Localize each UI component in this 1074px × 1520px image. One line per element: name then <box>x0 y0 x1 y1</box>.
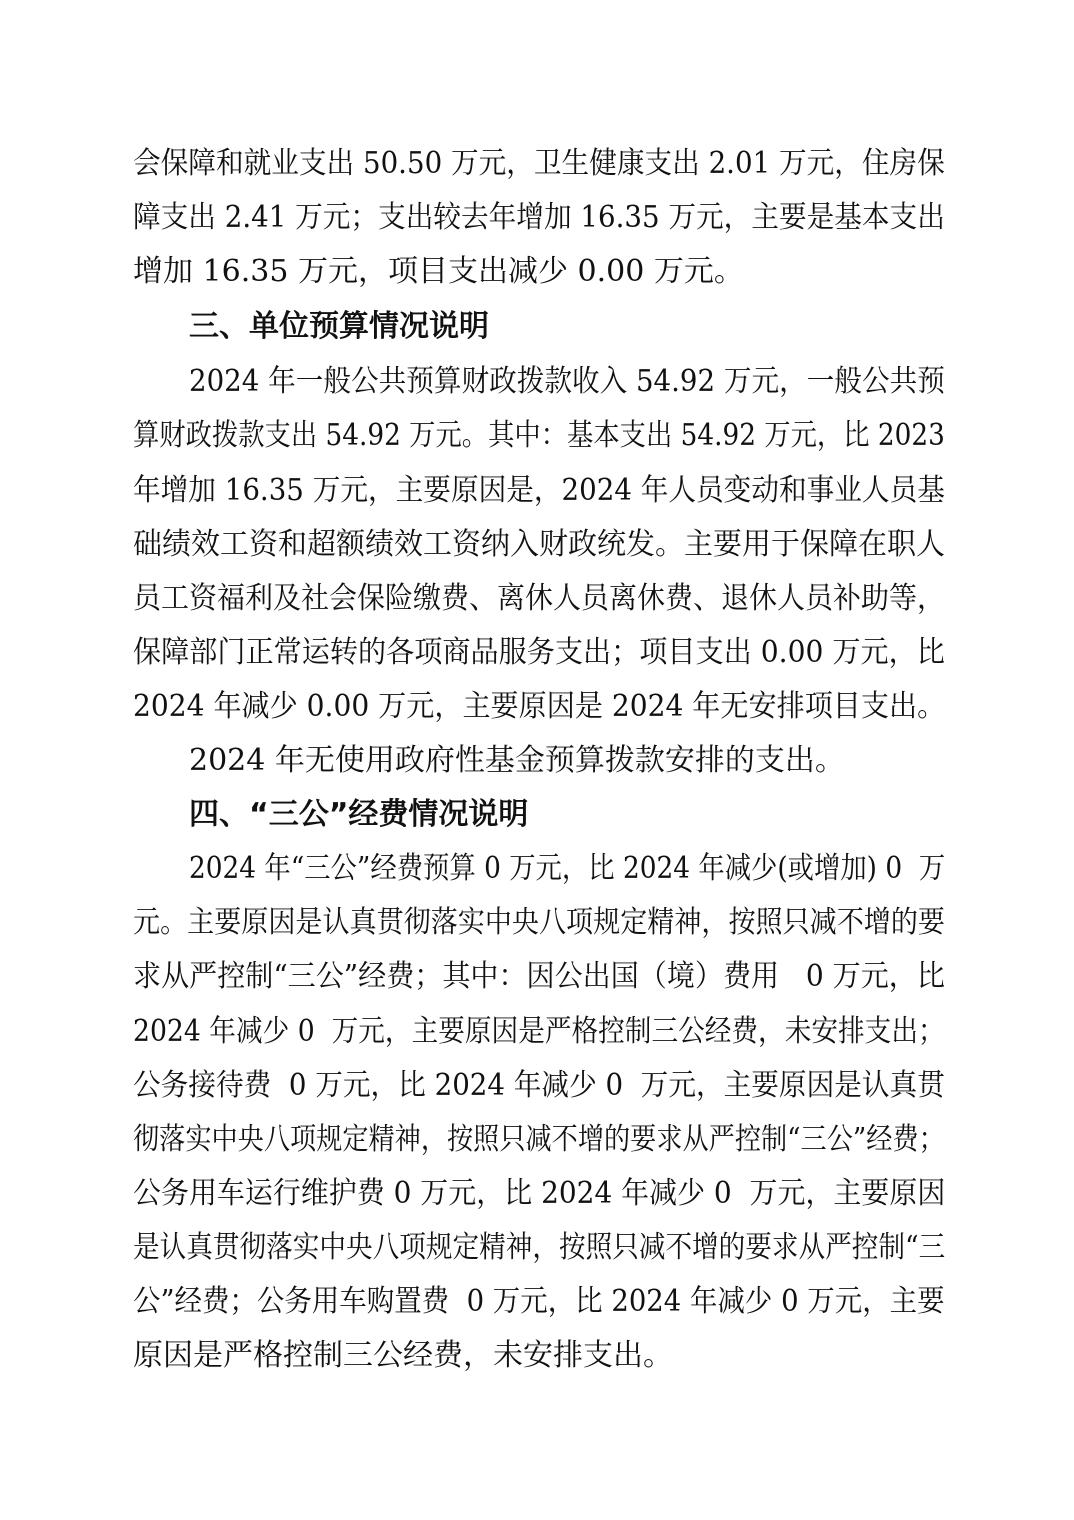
body-line: 公务接待费 0 万元，比 2024 年减少 0 万元，主要原因是认真贯 <box>133 1068 945 1103</box>
body-line: 彻落实中央八项规定精神，按照只减不增的要求从严控制“三公”经费； <box>133 1122 945 1157</box>
body-line: 求从严控制“三公”经费；其中：因公出国（境）费用 0 万元，比 <box>133 959 945 994</box>
section-heading-3: 三、单位预算情况说明 <box>189 309 489 344</box>
body-line: 保障部门正常运转的各项商品服务支出；项目支出 0.00 万元，比 <box>133 635 945 670</box>
body-line: 2024 年一般公共预算财政拨款收入 54.92 万元，一般公共预 <box>189 364 945 399</box>
body-line: 元。主要原因是认真贯彻落实中央八项规定精神，按照只减不增的要 <box>133 905 945 940</box>
body-line: 2024 年无使用政府性基金预算拨款安排的支出。 <box>189 743 845 778</box>
section-heading-4: 四、“三公”经费情况说明 <box>189 797 529 832</box>
body-line: 础绩效工资和超额绩效工资纳入财政统发。主要用于保障在职人 <box>133 527 946 562</box>
body-line: 年增加 16.35 万元，主要原因是，2024 年人员变动和事业人员基 <box>133 473 945 508</box>
body-line: 公务用车运行维护费 0 万元，比 2024 年减少 0 万元，主要原因 <box>133 1176 946 1211</box>
body-line: 会保障和就业支出 50.50 万元，卫生健康支出 2.01 万元，住房保 <box>133 146 945 181</box>
body-line: 2024 年“三公”经费预算 0 万元，比 2024 年减少(或增加) 0 万 <box>189 851 946 886</box>
body-line: 2024 年减少 0 万元，主要原因是严格控制三公经费，未安排支出； <box>133 1014 945 1049</box>
body-line: 是认真贯彻落实中央八项规定精神，按照只减不增的要求从严控制“三 <box>133 1230 946 1265</box>
body-line: 员工资福利及社会保险缴费、离休人员离休费、退休人员补助等， <box>133 581 945 616</box>
body-line: 增加 16.35 万元，项目支出减少 0.00 万元。 <box>133 254 744 289</box>
body-line: 障支出 2.41 万元；支出较去年增加 16.35 万元，主要是基本支出 <box>133 200 945 235</box>
body-line: 算财政拨款支出 54.92 万元。其中：基本支出 54.92 万元，比 2023 <box>133 418 945 453</box>
body-line: 公”经费；公务用车购置费 0 万元，比 2024 年减少 0 万元，主要 <box>133 1284 945 1319</box>
body-line: 原因是严格控制三公经费，未安排支出。 <box>133 1338 673 1373</box>
body-line: 2024 年减少 0.00 万元，主要原因是 2024 年无安排项目支出。 <box>133 689 946 724</box>
